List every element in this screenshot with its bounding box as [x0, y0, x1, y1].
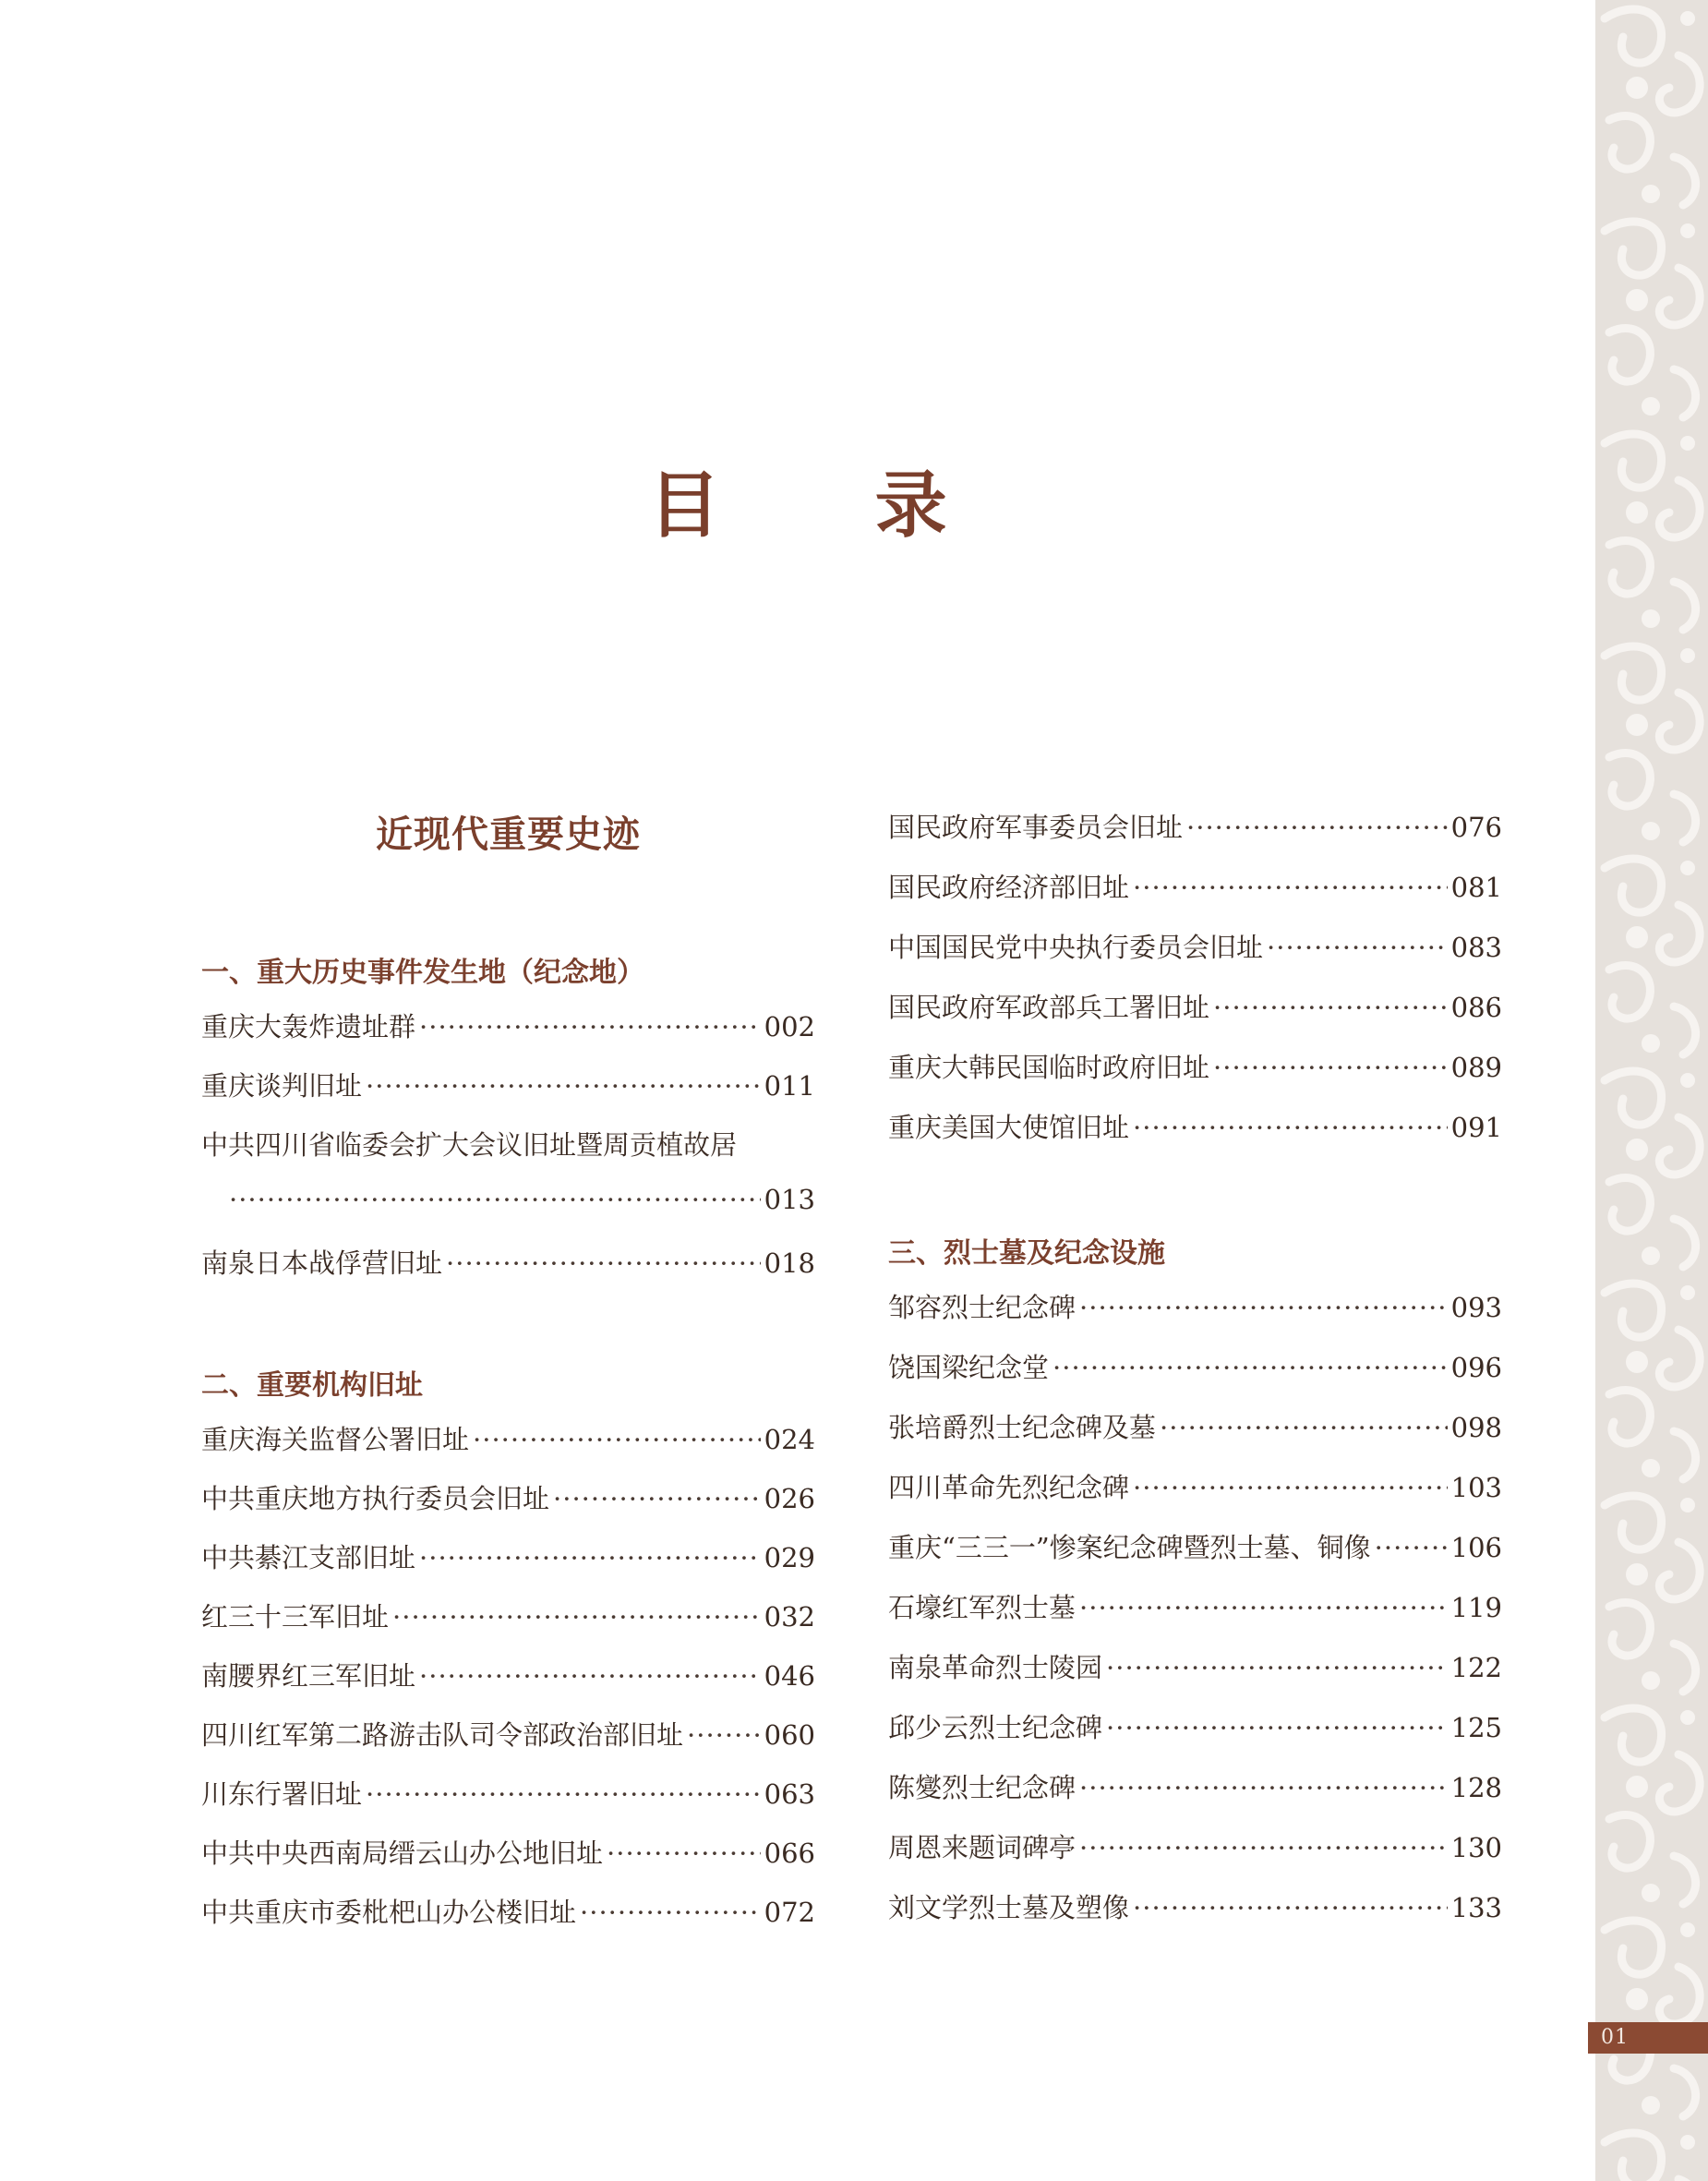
dot-leader — [1375, 1532, 1448, 1563]
toc-entry[interactable] — [888, 927, 1502, 968]
dot-leader — [1186, 812, 1448, 843]
dot-leader — [687, 1719, 761, 1751]
dot-leader — [419, 1011, 761, 1042]
dot-leader — [1106, 1652, 1448, 1683]
dot-leader — [1133, 872, 1448, 903]
toc-entry-title: 重庆海关监督公署旧址 — [201, 1424, 470, 1455]
toc-entry-title: 石壕红军烈士墓 — [888, 1592, 1077, 1623]
toc-entry-title: 中共四川省临委会扩大会议旧址暨周贡植故居 — [201, 1129, 738, 1161]
toc-entry-title: 中共中央西南局缙云山办公地旧址 — [201, 1838, 604, 1869]
toc-entry-page: 106 — [1450, 1532, 1502, 1563]
toc-entry[interactable] — [888, 1587, 1502, 1628]
toc-entry-page: 029 — [764, 1542, 815, 1573]
toc-entry-multiline[interactable] — [201, 1125, 815, 1165]
dot-leader — [473, 1424, 761, 1455]
dot-leader — [366, 1778, 761, 1810]
toc-entry[interactable] — [201, 1597, 815, 1637]
toc-entry-page: 011 — [764, 1070, 815, 1102]
toc-entry[interactable] — [888, 1647, 1502, 1688]
dot-leader — [419, 1542, 761, 1573]
toc-entry[interactable] — [888, 1767, 1502, 1808]
dot-leader — [1160, 1412, 1448, 1443]
toc-entry[interactable] — [888, 807, 1502, 848]
toc-entry-title: 四川红军第二路游击队司令部政治部旧址 — [201, 1719, 684, 1751]
toc-entry-page: 122 — [1450, 1652, 1502, 1683]
toc-entry-title: 中共重庆市委枇杷山办公楼旧址 — [201, 1897, 577, 1928]
page-title: 目 录 — [648, 464, 1012, 548]
toc-entry-page: 083 — [1450, 932, 1502, 963]
toc-entry-title: 邹容烈士纪念碑 — [888, 1292, 1077, 1323]
dot-leader — [1133, 1892, 1448, 1923]
toc-entry-title: 重庆谈判旧址 — [201, 1070, 363, 1102]
toc-entry[interactable] — [201, 1537, 815, 1578]
dot-leader — [1079, 1832, 1448, 1863]
toc-entry-page: 026 — [764, 1483, 815, 1514]
toc-entry-title: 南泉日本战俘营旧址 — [201, 1247, 443, 1279]
toc-entry[interactable] — [201, 1243, 815, 1283]
toc-entry-page: 091 — [1450, 1112, 1502, 1143]
toc-entry-page: 024 — [764, 1424, 815, 1455]
dot-leader — [1213, 992, 1448, 1023]
dot-leader — [446, 1247, 761, 1279]
dot-leader — [1106, 1712, 1448, 1743]
toc-entry-page: 125 — [1450, 1712, 1502, 1743]
dot-leader — [1052, 1352, 1448, 1383]
toc-entry-page: 066 — [764, 1838, 815, 1869]
toc-entry-title: 川东行署旧址 — [201, 1778, 363, 1810]
toc-entry[interactable] — [201, 1774, 815, 1814]
toc-entry[interactable] — [201, 1478, 815, 1519]
toc-entry-page: 060 — [764, 1719, 815, 1751]
page-number: 01 — [1588, 2022, 1708, 2054]
toc-entry-page: 072 — [764, 1897, 815, 1928]
toc-entry-page: 098 — [1450, 1412, 1502, 1443]
section-heading-1: 一、重大历史事件发生地（纪念地） — [201, 957, 644, 989]
toc-entry-page: 032 — [764, 1601, 815, 1633]
toc-entry-title: 陈夑烈士纪念碑 — [888, 1772, 1077, 1803]
toc-entry-continuation[interactable] — [201, 1184, 815, 1224]
toc-entry-title: 重庆“三三一”惨案纪念碑暨烈士墓、铜像 — [888, 1532, 1371, 1563]
toc-entry-title: 南腰界红三军旧址 — [201, 1660, 416, 1692]
toc-entry-page: 086 — [1450, 992, 1502, 1023]
toc-entry[interactable] — [888, 1527, 1502, 1568]
dot-leader — [1133, 1112, 1448, 1143]
dot-leader — [553, 1483, 761, 1514]
dot-leader — [1213, 1052, 1448, 1083]
dot-leader — [607, 1838, 761, 1869]
toc-entry[interactable] — [888, 867, 1502, 908]
toc-entry-page: 002 — [764, 1011, 815, 1042]
toc-entry-page: 046 — [764, 1660, 815, 1692]
floral-pattern-icon — [1595, 0, 1708, 2181]
dot-leader — [1267, 932, 1448, 963]
toc-entry-title: 邱少云烈士纪念碑 — [888, 1712, 1103, 1743]
dot-leader — [1133, 1472, 1448, 1503]
toc-entry-page: 076 — [1450, 812, 1502, 843]
toc-entry-page: 018 — [764, 1247, 815, 1279]
dot-leader — [366, 1070, 761, 1102]
toc-entry[interactable] — [888, 1047, 1502, 1088]
toc-entry[interactable] — [888, 1107, 1502, 1148]
dot-leader — [392, 1601, 761, 1633]
toc-entry[interactable] — [201, 1833, 815, 1874]
section-heading-2: 二、重要机构旧址 — [201, 1369, 423, 1402]
dot-leader — [1079, 1592, 1448, 1623]
toc-entry-page: 089 — [1450, 1052, 1502, 1083]
dot-leader — [1079, 1292, 1448, 1323]
dot-leader — [229, 1184, 761, 1215]
toc-entry[interactable] — [201, 1006, 815, 1047]
dot-leader — [419, 1660, 761, 1692]
toc-entry-title: 四川革命先烈纪念碑 — [888, 1472, 1130, 1503]
toc-entry[interactable] — [201, 1066, 815, 1106]
toc-entry-page: 119 — [1450, 1592, 1502, 1623]
toc-entry-page: 133 — [1450, 1892, 1502, 1923]
toc-entry-page: 103 — [1450, 1472, 1502, 1503]
toc-entry[interactable] — [201, 1892, 815, 1933]
toc-entry-title: 重庆大韩民国临时政府旧址 — [888, 1052, 1210, 1083]
toc-entry-page: 063 — [764, 1778, 815, 1810]
toc-entry-page: 013 — [764, 1184, 815, 1215]
decorative-side-band — [1595, 0, 1708, 2181]
dot-leader — [580, 1897, 761, 1928]
toc-entry-title: 周恩来题词碑亭 — [888, 1832, 1077, 1863]
toc-entry-title: 红三十三军旧址 — [201, 1601, 390, 1633]
toc-entry-title: 中共重庆地方执行委员会旧址 — [201, 1483, 550, 1514]
part-title: 近现代重要史迹 — [376, 813, 641, 856]
dot-leader — [1079, 1772, 1448, 1803]
toc-entry-title: 重庆美国大使馆旧址 — [888, 1112, 1130, 1143]
toc-entry-page: 130 — [1450, 1832, 1502, 1863]
toc-entry[interactable] — [201, 1656, 815, 1696]
toc-entry-title: 饶国梁纪念堂 — [888, 1352, 1050, 1383]
toc-entry[interactable] — [888, 1467, 1502, 1508]
toc-entry[interactable] — [888, 1707, 1502, 1748]
section-heading-3: 三、烈士墓及纪念设施 — [888, 1237, 1165, 1270]
toc-entry-page: 128 — [1450, 1772, 1502, 1803]
toc-entry-title: 张培爵烈士纪念碑及墓 — [888, 1412, 1157, 1443]
toc-entry-title: 重庆大轰炸遗址群 — [201, 1011, 416, 1042]
toc-entry[interactable] — [888, 987, 1502, 1028]
toc-entry[interactable] — [888, 1407, 1502, 1448]
toc-entry-title: 国民政府经济部旧址 — [888, 872, 1130, 903]
toc-entry-title: 中共綦江支部旧址 — [201, 1542, 416, 1573]
toc-entry[interactable] — [888, 1347, 1502, 1388]
toc-entry[interactable] — [201, 1419, 815, 1460]
toc-entry-title: 中国国民党中央执行委员会旧址 — [888, 932, 1264, 963]
toc-entry[interactable] — [888, 1887, 1502, 1928]
toc-entry[interactable] — [888, 1827, 1502, 1868]
toc-entry-title: 国民政府军事委员会旧址 — [888, 812, 1184, 843]
toc-entry-page: 081 — [1450, 872, 1502, 903]
toc-entry-title: 刘文学烈士墓及塑像 — [888, 1892, 1130, 1923]
toc-entry-title: 南泉革命烈士陵园 — [888, 1652, 1103, 1683]
toc-entry-page: 096 — [1450, 1352, 1502, 1383]
toc-entry[interactable] — [888, 1287, 1502, 1328]
toc-entry-page: 093 — [1450, 1292, 1502, 1323]
toc-entry-title: 国民政府军政部兵工署旧址 — [888, 992, 1210, 1023]
toc-entry[interactable] — [201, 1715, 815, 1755]
